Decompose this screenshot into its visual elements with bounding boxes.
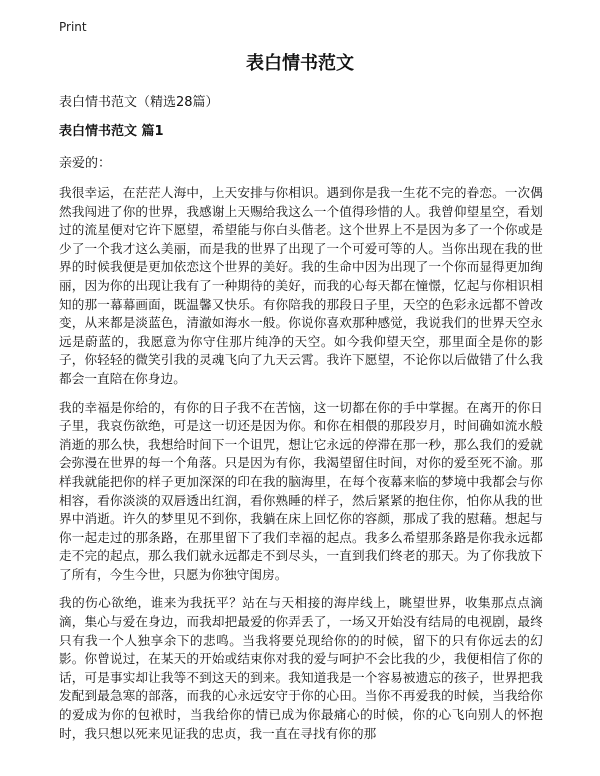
letter-body — [59, 184, 543, 753]
document-title: 表白情书范文 — [246, 53, 354, 74]
salutation: 亲爱的： — [59, 156, 112, 171]
paragraph-1: 我很幸运，在茫茫人海中，上天安排与你相识。遇到你是我一生花不完的眷恋。一次偶然我闯进了你的世界，我感谢上天赐给我这么一个值得珍惜的人。我曾仰望星空，看划过的流星便对它许下愿望，希望能与你白头偕老。这个世界上不是因为多了一个你或是少了一个我才这么美丽，而是我的世界了出现了一个可爱可等的人。当你出现在我的世界的时候我便是更加依恋这个世界的美好。我的生命中因为出现了一个你而显得更加绚丽，因为你的出现让我有了一种期待的美好，而我的心每天都在憧憬，忆起与你相识相知的那一幕幕画面，既温馨又快乐。有你陪我的那段日子里，天空的色彩永远都不曾改变，从来都是淡蓝色，清澈如海水一般。你说你喜欢那种感觉，我说我们的世界天空永远是蔚蓝的，我愿意为你守住那片纯净的天空。如今我仰望天空，那里面全是你的影子，你轻轻的微笑引我的灵魂飞向了九天云霄。我许下愿望，不论你以后做错了什么我都会一直陪在你身边。 — [59, 185, 543, 386]
document-subtitle: 表白情书范文（精选28篇） — [59, 95, 219, 110]
print-link[interactable]: Print — [59, 20, 87, 34]
section-heading: 表白情书范文 篇1 — [59, 124, 164, 139]
paragraph-2: 我的幸福是你给的，有你的日子我不在苦恼，这一切都在你的手中掌握。在离开的你日子里，我哀伤欲绝，可是这一切还是因为你。和你在相偎的那段岁月，时间确如流水般消逝的那么快，我想给时间下一个诅咒，想让它永远的停滞在那一秒，那么我们的爱就会弥漫在世界的每一个角落。只是因为有你，我渴望留住时间，对你的爱至死不渝。那样我就能把你的样子更加深深的印在我的脑海里，在每个夜幕来临的梦境中我都会与你相容，看你淡淡的双唇透出红润，看你熟睡的样子，然后紧紧的抱住你，怕你从我的世界中消逝。许久的梦里见不到你，我躺在床上回忆你的容颜，那成了我的慰藉。想起与你一起走过的那条路，在那里留下了我们幸福的起点。我多么希望那条路是你我永远都走不完的起点，那么我们就永远都走不到尽头，一直到我们终老的那天。为了你我放下了所有，今生今世，只愿为你独守闺房。 — [59, 399, 543, 582]
paragraph-3: 我的伤心欲绝，谁来为我抚平？站在与天相接的海岸线上，眺望世界，收集那点点滴滴，集心与爱在身边，而我却把最爱的你弄丢了，一场又开始没有结局的电视剧，最终只有我一个人独享余下的悲鸣。当我将要兑现给你的的时候，留下的只有你远去的幻影。你曾说过，在某天的开始或结束你对我的爱与呵护不会比我的少，我便相信了你的话，可是事实却让我等不到这天的到来。我知道我是一个容易被遗忘的孩子，世界把我发配到最急寒的部落，而我的心永远安守于你的心田。当你不再爱我的时候，当我给你的爱成为你的包袱时，当我给你的情已成为你最痛心的时候，你的心飞向别人的怀抱时，我只想以死来见证我的忠贞，我一直在寻找有你的那 — [59, 595, 543, 741]
